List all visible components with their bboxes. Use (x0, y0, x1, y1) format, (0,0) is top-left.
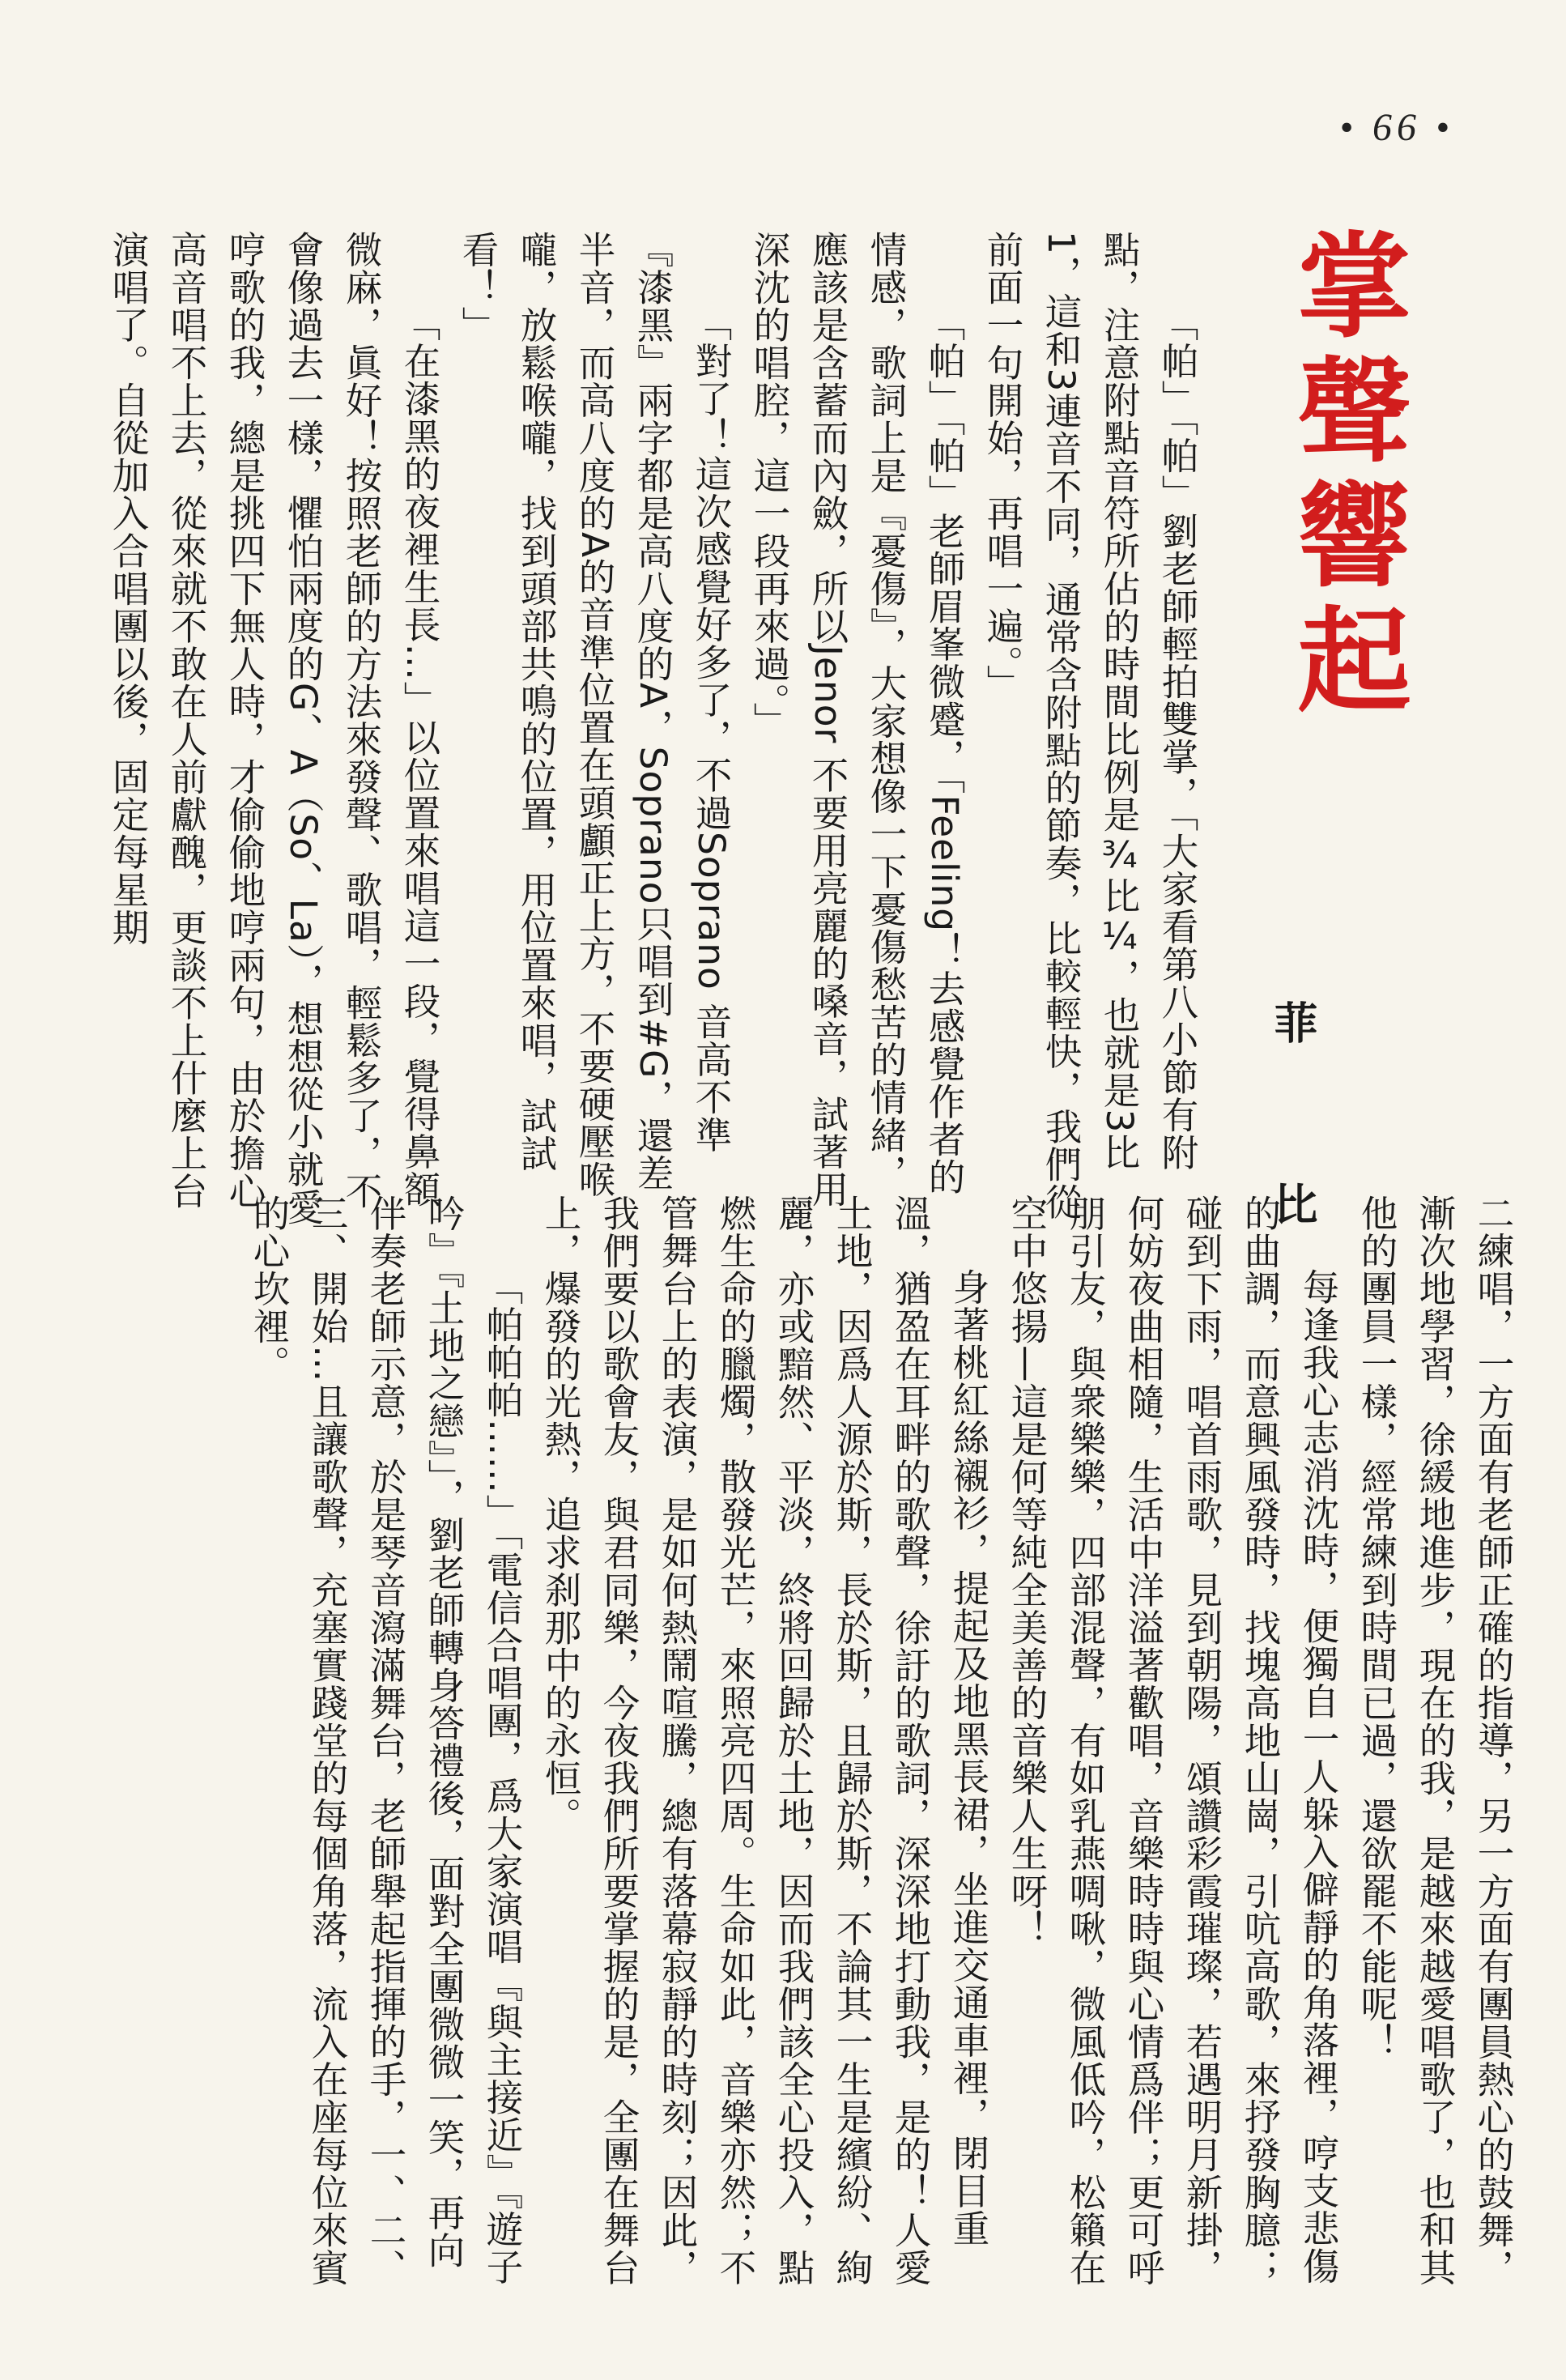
author-name: 菲 比 (1267, 1000, 1318, 1272)
paragraph: 二練唱，一方面有老師正確的指導，另一方面有團員熱心的鼓舞，漸次地學習，徐緩地進步，現在的我，是越來越愛唱歌了，也和其他的團員一樣，經常練到時間已過，還欲罷不能呢！ (1355, 1194, 1515, 2287)
paragraph: 「帕帕帕……」「電信合唱團，爲大家演唱『與主接近』『遊子吟』『土地之戀』」，劉老師轉身答禮後，面對全團微微一笑，再向伴奏老師示意，於是琴音瀉滿舞台，老師舉起指揮的手，一、二、三、開始…且讓歌聲，充塞實踐堂的每個角落，流入在座每位來賓的心坎裡。 (248, 1194, 524, 2287)
paragraph: 每逢我心志消沈時，便獨自一人躲入僻靜的角落裡，哼支悲傷的曲調，而意興風發時，找塊高地山崗，引吭高歌，來抒發胸臆；碰到下雨，唱首雨歌，見到朝陽，頌讚彩霞璀璨，若遇明月新掛，何妨夜曲相隨，生活中洋溢著歡唱，音樂時時與心情爲伴；更可呼朋引友，與衆樂樂，四部混聲，有如乳燕啁啾，微風低吟，松籟在空中悠揚—這是何等純全美善的音樂人生呀！ (1006, 1194, 1340, 2287)
paragraph: 「在漆黑的夜裡生長…」以位置來唱這一段，覺得鼻額微麻，眞好！按照老師的方法來發聲、歌唱，輕鬆多了，不會像過去一樣，懼怕兩度的G、A（So、La），想想從小就愛哼歌的我，總是挑四下無人時，才偷偷地哼兩句，由於擔心高音唱不上去，從來就不敢在人前獻醜，更談不上什麼上台演唱了。自從加入合唱團以後，固定每星期 (107, 231, 441, 1227)
paragraph: 「對了！這次感覺好多了，不過Soprano 音高不準『漆黑』兩字都是高八度的A，Soprano只唱到#G，還差半音，而高八度的A的音準位置在頭顱正上方，不要硬壓喉嚨，放鬆喉嚨，找到頭部共鳴的位置，用位置來唱，試試看！」 (457, 231, 733, 1199)
upper-text-block (49, 231, 1206, 1227)
paragraph: 身著桃紅絲襯衫，提起及地黑長裙，坐進交通車裡，閉目重溫，猶盈在耳畔的歌聲，徐訏的歌詞，深深地打動我，是的！人愛土地，因爲人源於斯，長於斯，且歸於斯，不論其一生是繽紛、絢麗，亦或黯然、平淡，終將回歸於土地，因而我們該全心投入，點燃生命的臘燭，散發光芒，來照亮四周。生命如此，音樂亦然；不管舞台上的表演，是如何熱鬧喧騰，總有落幕寂靜的時刻；因此，我們要以歌會友，與君同樂，今夜我們所要掌握的是，全團在舞台上，爆發的光熱，追求刹那中的永恒。 (539, 1194, 990, 2287)
lower-text-block (73, 1194, 1522, 2296)
page-number: • 66 • (1339, 106, 1454, 149)
article-title: 掌聲響起 (1279, 227, 1411, 726)
paragraph: 「帕」「帕」劉老師輕拍雙掌，「大家看第八小節有附點，注意附點音符所佔的時間比例是¾比¼，也就是3比1，這和3連音不同，通常含附點的節奏，比較輕快，我們從前面一句開始，再唱一遍。」 (981, 231, 1199, 1221)
paragraph: 「帕」「帕」老師眉峯微蹙，「Feeling！去感覺作者的情感，歌詞上是『憂傷』，大家想像一下憂傷愁苦的情緒，應該是含蓄而內斂，所以Jenor 不要用亮麗的嗓音，試著用深沈的唱腔，這一段再來過。」 (748, 231, 966, 1208)
